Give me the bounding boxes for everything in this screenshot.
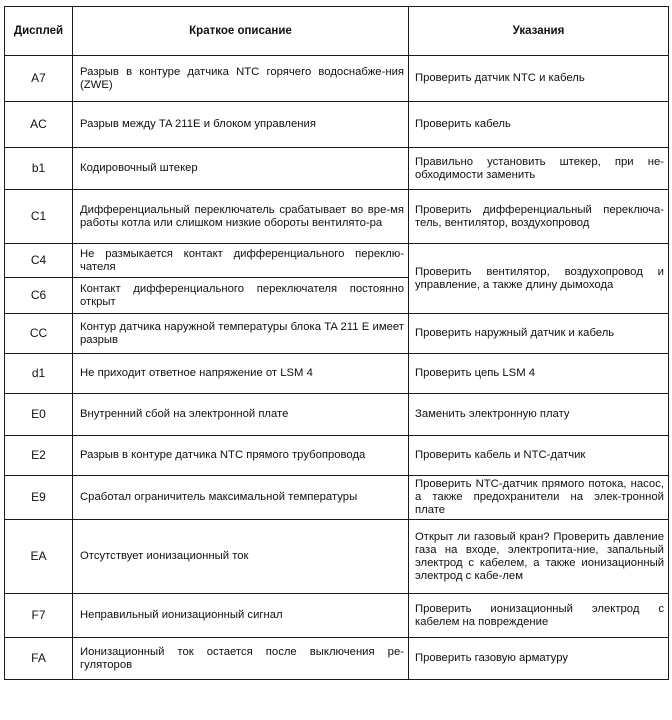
display-code: b1	[5, 148, 73, 190]
short-description: Разрыв в контуре датчика NTC прямого трубопровода	[73, 436, 409, 476]
header-display: Дисплей	[5, 7, 73, 56]
instructions: Проверить датчик NTC и кабель	[409, 56, 669, 102]
short-description: Отсутствует ионизационный ток	[73, 520, 409, 594]
header-description: Краткое описание	[73, 7, 409, 56]
display-code: EA	[5, 520, 73, 594]
table-row	[5, 314, 669, 354]
table-row	[5, 594, 669, 638]
table-row	[5, 436, 669, 476]
short-description: Разрыв между TA 211E и блоком управления	[73, 102, 409, 148]
short-description: Не размыкается контакт дифференциального переклю-чателя	[73, 244, 409, 278]
display-code: d1	[5, 354, 73, 394]
display-code: A7	[5, 56, 73, 102]
short-description: Контур датчика наружной температуры блока TA 211 E имеет разрыв	[73, 314, 409, 354]
instructions: Проверить кабель и NTC-датчик	[409, 436, 669, 476]
display-code: FA	[5, 638, 73, 680]
instructions: Проверить цепь LSM 4	[409, 354, 669, 394]
table-row	[5, 102, 669, 148]
short-description: Дифференциальный переключатель срабатывает во вре-мя работы котла или слишком низкие обороты вентилято-ра	[73, 190, 409, 244]
table-row	[5, 56, 669, 102]
display-code: C4	[5, 244, 73, 278]
instructions: Заменить электронную плату	[409, 394, 669, 436]
instructions: Проверить дифференциальный переключа-тель, вентилятор, воздухопровод	[409, 190, 669, 244]
display-code: AC	[5, 102, 73, 148]
table-row	[5, 354, 669, 394]
instructions: Проверить ионизационный электрод с кабелем на повреждение	[409, 594, 669, 638]
short-description: Разрыв в контуре датчика NTC горячего водоснабже-ния (ZWE)	[73, 56, 409, 102]
display-code: E2	[5, 436, 73, 476]
short-description: Контакт дифференциального переключателя постоянно открыт	[73, 278, 409, 314]
table-row	[5, 520, 669, 594]
display-code: C6	[5, 278, 73, 314]
error-code-table	[4, 6, 669, 680]
table-row	[5, 244, 669, 278]
table-row	[5, 638, 669, 680]
short-description: Ионизационный ток остается после выключения ре-гуляторов	[73, 638, 409, 680]
instructions: Проверить NTC-датчик прямого потока, насос, а также предохранители на элек-тронной плате	[409, 476, 669, 520]
display-code: F7	[5, 594, 73, 638]
instructions: Проверить наружный датчик и кабель	[409, 314, 669, 354]
display-code: E9	[5, 476, 73, 520]
table-row	[5, 394, 669, 436]
table-row	[5, 148, 669, 190]
short-description: Кодировочный штекер	[73, 148, 409, 190]
short-description: Неправильный ионизационный сигнал	[73, 594, 409, 638]
display-code: E0	[5, 394, 73, 436]
header-instructions: Указания	[409, 7, 669, 56]
instructions: Проверить газовую арматуру	[409, 638, 669, 680]
header-row	[5, 7, 669, 56]
instructions: Проверить вентилятор, воздухопровод и управление, а также длину дымохода	[409, 244, 669, 314]
display-code: CC	[5, 314, 73, 354]
short-description: Внутренний сбой на электронной плате	[73, 394, 409, 436]
instructions: Правильно установить штекер, при не-обходимости заменить	[409, 148, 669, 190]
instructions: Открыт ли газовый кран? Проверить давление газа на входе, электропита-ние, запальный электрод с кабелем, а также ионизационный электрод с кабе-лем	[409, 520, 669, 594]
table-row	[5, 476, 669, 520]
display-code: C1	[5, 190, 73, 244]
table-row	[5, 190, 669, 244]
short-description: Сработал ограничитель максимальной температуры	[73, 476, 409, 520]
instructions: Проверить кабель	[409, 102, 669, 148]
short-description: Не приходит ответное напряжение от LSM 4	[73, 354, 409, 394]
